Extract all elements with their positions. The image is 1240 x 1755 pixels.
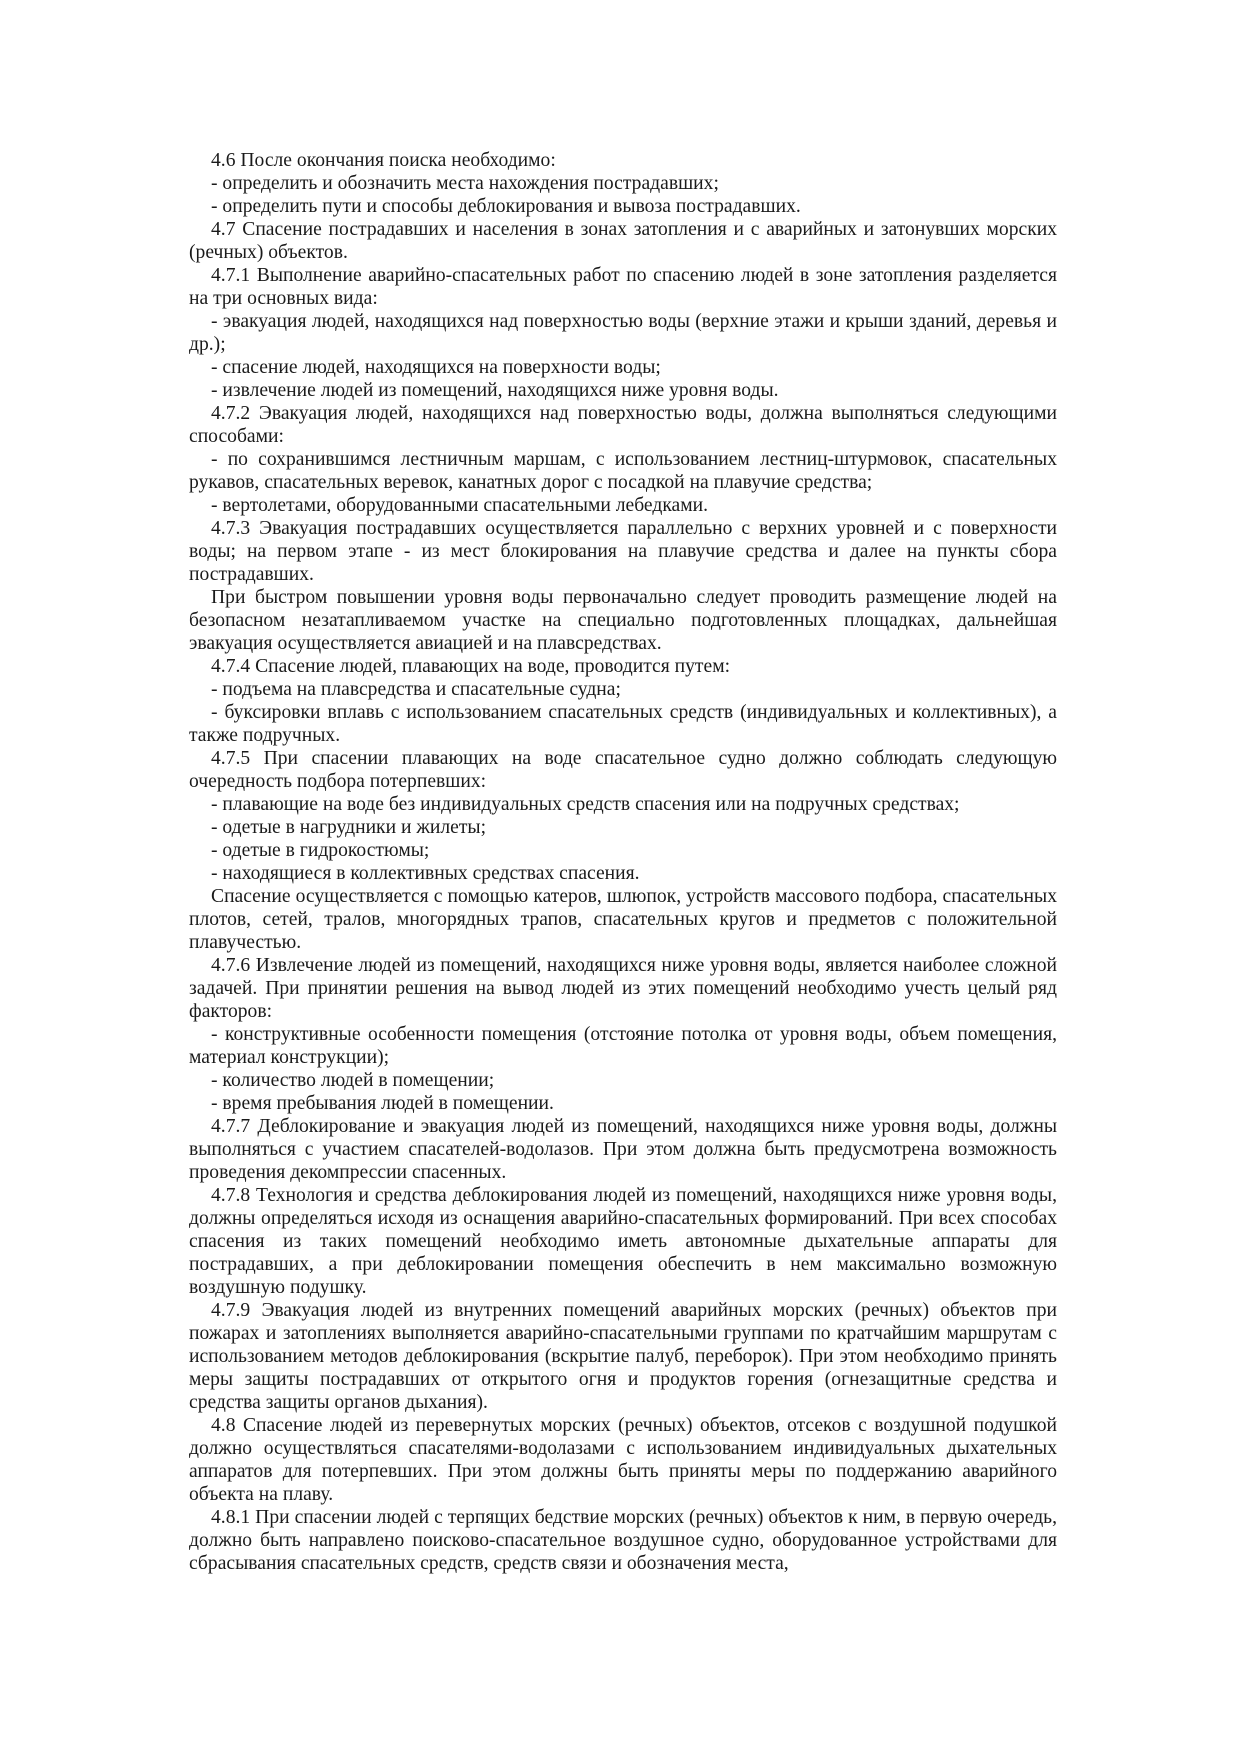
paragraph: - извлечение людей из помещений, находящихся ниже уровня воды. — [211, 380, 779, 401]
paragraph: - вертолетами, оборудованными спасательными лебедками. — [211, 495, 709, 516]
paragraph: - одетые в гидрокостюмы; — [211, 840, 430, 861]
paragraph: 4.7.9 Эвакуация людей из внутренних помещений аварийных морских (речных) объектов при пожарах и затоплениях выполняется аварийно-спасательными группами по кратчайшим маршрутам с использованием методов деблокирования (вскрытие палуб, переборок). При этом необходимо принять меры защиты пострадавших от открытого огня и продуктов горения (огнезащитные средства и средства защиты органов дыхания). — [189, 1300, 1057, 1413]
paragraph: - спасение людей, находящихся на поверхности воды; — [211, 357, 661, 378]
paragraph: 4.8 Спасение людей из перевернутых морских (речных) объектов, отсеков с воздушной подушкой должно осуществляться спасателями-водолазами с использованием индивидуальных дыхательных аппаратов для потерпевших. При этом должны быть приняты меры по поддержанию аварийного объекта на плаву. — [189, 1415, 1057, 1505]
paragraph: - эвакуация людей, находящихся над поверхностью воды (верхние этажи и крыши зданий, деревья и др.); — [189, 311, 1057, 355]
paragraph: 4.7.6 Извлечение людей из помещений, находящихся ниже уровня воды, является наиболее сложной задачей. При принятии решения на вывод людей из этих помещений необходимо учесть целый ряд факторов: — [189, 955, 1057, 1022]
paragraph: 4.7.7 Деблокирование и эвакуация людей из помещений, находящихся ниже уровня воды, должны выполняться с участием спасателей-водолазов. При этом должна быть предусмотрена возможность проведения декомпрессии спасенных. — [189, 1116, 1057, 1183]
paragraph: 4.7.5 При спасении плавающих на воде спасательное судно должно соблюдать следующую очередность подбора потерпевших: — [189, 748, 1057, 792]
paragraph: 4.7.3 Эвакуация пострадавших осуществляется параллельно с верхних уровней и с поверхности воды; на первом этапе - из мест блокирования на плавучие средства и далее на пункты сбора пострадавших. — [189, 518, 1057, 585]
document-body — [189, 149, 1057, 1575]
paragraph: 4.7.8 Технология и средства деблокирования людей из помещений, находящихся ниже уровня воды, должны определяться исходя из оснащения аварийно-спасательных формирований. При всех способах спасения из таких помещений необходимо иметь автономные дыхательные аппараты для пострадавших, а при деблокировании помещения обеспечить в нем максимально возможную воздушную подушку. — [189, 1185, 1057, 1298]
paragraph: Спасение осуществляется с помощью катеров, шлюпок, устройств массового подбора, спасательных плотов, сетей, тралов, многорядных трапов, спасательных кругов и предметов с положительной плавучестью. — [189, 886, 1057, 953]
paragraph: - плавающие на воде без индивидуальных средств спасения или на подручных средствах; — [211, 794, 960, 815]
paragraph: - определить пути и способы деблокирования и вывоза пострадавших. — [211, 196, 801, 217]
paragraph: - по сохранившимся лестничным маршам, с использованием лестниц-штурмовок, спасательных рукавов, спасательных веревок, канатных дорог с посадкой на плавучие средства; — [189, 449, 1057, 493]
paragraph: 4.7 Спасение пострадавших и населения в зонах затопления и с аварийных и затонувших морских (речных) объектов. — [189, 219, 1057, 263]
paragraph: 4.7.1 Выполнение аварийно-спасательных работ по спасению людей в зоне затопления разделяется на три основных вида: — [189, 265, 1057, 309]
paragraph: - одетые в нагрудники и жилеты; — [211, 817, 487, 838]
paragraph: - количество людей в помещении; — [211, 1070, 495, 1091]
paragraph: - время пребывания людей в помещении. — [211, 1093, 554, 1114]
paragraph: - буксировки вплавь с использованием спасательных средств (индивидуальных и коллективных), а также подручных. — [189, 702, 1057, 746]
paragraph: 4.6 После окончания поиска необходимо: — [211, 150, 556, 171]
paragraph: 4.7.2 Эвакуация людей, находящихся над поверхностью воды, должна выполняться следующими способами: — [189, 403, 1057, 447]
paragraph: - конструктивные особенности помещения (отстояние потолка от уровня воды, объем помещения, материал конструкции); — [189, 1024, 1057, 1068]
paragraph: 4.7.4 Спасение людей, плавающих на воде, проводится путем: — [211, 656, 731, 677]
paragraph: - подъема на плавсредства и спасательные судна; — [211, 679, 621, 700]
paragraph: При быстром повышении уровня воды первоначально следует проводить размещение людей на безопасном незатапливаемом участке на специально подготовленных площадках, дальнейшая эвакуация осуществляется авиацией и на плавсредствах. — [189, 587, 1057, 654]
paragraph: 4.8.1 При спасении людей с терпящих бедствие морских (речных) объектов к ним, в первую очередь, должно быть направлено поисково-спасательное воздушное судно, оборудованное устройствами для сбрасывания спасательных средств, средств связи и обозначения места, — [189, 1507, 1057, 1574]
paragraph: - находящиеся в коллективных средствах спасения. — [211, 863, 640, 884]
paragraph: - определить и обозначить места нахождения пострадавших; — [211, 173, 719, 194]
